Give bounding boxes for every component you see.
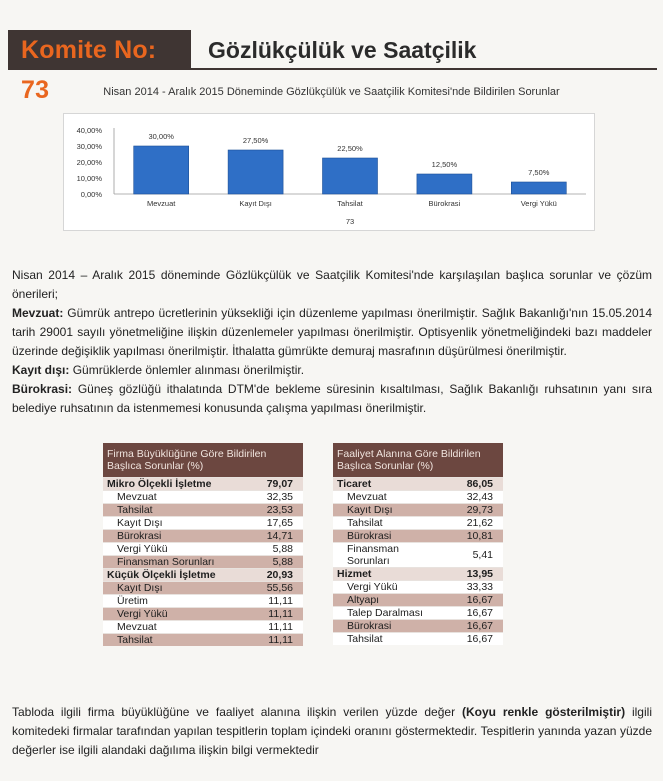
x-axis-label: 73 — [345, 217, 355, 226]
item-label-kayit-disi: Kayıt dışı: — [12, 363, 70, 377]
row-value: 32,43 — [445, 490, 503, 503]
table-header: Firma Büyüklüğüne Göre Bildirilen Başlıca Sorunlar (%) — [103, 443, 303, 477]
y-tick-label: 0,00% — [80, 190, 102, 199]
row-label: Tahsilat — [333, 516, 445, 529]
row-value: 11,11 — [241, 607, 303, 620]
y-tick-label: 40,00% — [76, 126, 102, 135]
bar-chart-svg — [64, 114, 596, 232]
row-value: 5,88 — [241, 542, 303, 555]
row-label: Bürokrasi — [333, 619, 445, 632]
item-text-mevzuat: Gümrük antrepo ücretlerinin yüksekliği için düzenleme yapılması önerilmiştir. Sağlık Bakanlığı'nın 15.05.2014 tarih 29001 sayılı yönetmeliğine ilişkin düzenlemeler yapılması önerilmiştir. Optisyenlik yönetmeliğindeki bazı maddeler üzerinde değişiklik yapılması önerilmiştir. İthalatta gümrükte demuraj masrafının düşürülmesi önerilmiştir. — [12, 306, 652, 358]
row-value: 17,65 — [241, 516, 303, 529]
row-label: Mevzuat — [103, 490, 241, 503]
category-label: Tahsilat — [337, 199, 363, 208]
row-label: Mevzuat — [333, 490, 445, 503]
row-label: Tahsilat — [333, 632, 445, 645]
bar-chart — [63, 113, 595, 231]
row-label: Altyapı — [333, 593, 445, 606]
row-value: 29,73 — [445, 503, 503, 516]
table-row — [333, 516, 503, 529]
table-row — [103, 555, 303, 568]
intro-paragraph — [12, 266, 652, 418]
row-value: 11,11 — [241, 620, 303, 633]
row-value: 32,35 — [241, 490, 303, 503]
row-value: 86,05 — [445, 477, 503, 490]
row-value: 16,67 — [445, 619, 503, 632]
footnote-bold: (Koyu renkle gösterilmiştir) — [461, 705, 626, 719]
item-label-mevzuat: Mevzuat: — [12, 306, 64, 320]
row-value: 10,81 — [445, 529, 503, 542]
row-value: 55,56 — [241, 581, 303, 594]
data-label: 7,50% — [528, 168, 550, 177]
table-row — [103, 581, 303, 594]
bar — [323, 158, 378, 194]
y-tick-label: 30,00% — [76, 142, 102, 151]
table-row — [333, 580, 503, 593]
table-row — [333, 503, 503, 516]
row-label: Üretim — [103, 594, 241, 607]
table-header: Faaliyet Alanına Göre Bildirilen Başlıca Sorunlar (%) — [333, 443, 503, 477]
row-label: Ticaret — [333, 477, 445, 490]
table-row — [333, 567, 503, 580]
row-label: Bürokrasi — [333, 529, 445, 542]
row-label: Vergi Yükü — [333, 580, 445, 593]
category-label: Mevzuat — [147, 199, 176, 208]
header-rule — [191, 68, 657, 70]
footnote-paragraph — [12, 703, 652, 760]
problem-tables — [103, 443, 505, 673]
row-value: 13,95 — [445, 567, 503, 580]
data-label: 22,50% — [337, 144, 363, 153]
table-firm-size — [103, 443, 303, 646]
row-value: 5,88 — [241, 555, 303, 568]
row-label: Kayıt Dışı — [333, 503, 445, 516]
table-activity-area — [333, 443, 503, 645]
y-tick-label: 20,00% — [76, 158, 102, 167]
row-label: Mikro Ölçekli İşletme — [103, 477, 241, 490]
data-label: 27,50% — [242, 136, 269, 145]
row-value: 79,07 — [241, 477, 303, 490]
data-label: 12,50% — [431, 160, 458, 169]
row-label: Finansman Sorunları — [333, 542, 445, 567]
table-row — [333, 542, 503, 567]
row-value: 16,67 — [445, 632, 503, 645]
chart-title: Nisan 2014 - Aralık 2015 Döneminde Gözlükçülük ve Saatçilik Komitesi'nde Bildirilen Sorunlar — [103, 86, 560, 98]
row-label: Tahsilat — [103, 503, 241, 516]
row-value: 14,71 — [241, 529, 303, 542]
table-row — [103, 542, 303, 555]
table-row — [333, 490, 503, 503]
y-tick-label: 10,00% — [76, 174, 102, 183]
row-value: 21,62 — [445, 516, 503, 529]
data-label: 30,00% — [148, 132, 174, 141]
row-label: Mevzuat — [103, 620, 241, 633]
table-row — [333, 606, 503, 619]
row-label: Finansman Sorunları — [103, 555, 241, 568]
row-label: Talep Daralması — [333, 606, 445, 619]
bar — [417, 174, 472, 194]
row-label: Kayıt Dışı — [103, 581, 241, 594]
table-row — [103, 503, 303, 516]
table-row — [103, 477, 303, 490]
table-row — [103, 620, 303, 633]
table-row — [103, 568, 303, 581]
table-row — [103, 633, 303, 646]
row-value: 16,67 — [445, 606, 503, 619]
intro-lead: Nisan 2014 – Aralık 2015 döneminde Gözlükçülük ve Saatçilik Komitesi'nde karşılaşılan başlıca sorunlar ve çözüm önerileri; — [12, 268, 652, 301]
footnote-before: Tabloda ilgili firma büyüklüğüne ve faaliyet alanına ilişkin verilen yüzde değer — [12, 705, 462, 719]
bar — [511, 182, 566, 194]
row-value: 16,67 — [445, 593, 503, 606]
row-label: Hizmet — [333, 567, 445, 580]
row-label: Bürokrasi — [103, 529, 241, 542]
row-label: Vergi Yükü — [103, 542, 241, 555]
row-label: Vergi Yükü — [103, 607, 241, 620]
row-label: Tahsilat — [103, 633, 241, 646]
table-row — [333, 632, 503, 645]
page-title: Gözlükçülük ve Saatçilik — [208, 37, 477, 63]
row-value: 20,93 — [241, 568, 303, 581]
row-label: Küçük Ölçekli İşletme — [103, 568, 241, 581]
table-row — [103, 516, 303, 529]
table-row — [333, 529, 503, 542]
table-row — [103, 529, 303, 542]
category-label: Vergi Yükü — [520, 199, 557, 208]
table-row — [333, 593, 503, 606]
item-text-burokrasi: Güneş gözlüğü ithalatında DTM'de bekleme süresinin kısaltılması, Sağlık Bakanlığı ruhsatının yanı sıra belediye ruhsatının da istenmemesi konusunda çalışma yapılması önerilmiştir. — [12, 382, 652, 415]
committee-badge: Komite No: 73 — [8, 30, 191, 70]
item-text-kayit-disi: Gümrüklerde önlemler alınması önerilmiştir. — [69, 363, 305, 377]
row-label: Kayıt Dışı — [103, 516, 241, 529]
row-value: 11,11 — [241, 633, 303, 646]
category-label: Bürokrasi — [428, 199, 461, 208]
bar — [228, 150, 283, 194]
item-label-burokrasi: Bürokrasi: — [12, 382, 73, 396]
table-row — [103, 594, 303, 607]
table-row — [333, 619, 503, 632]
table-row — [103, 607, 303, 620]
table-row — [333, 477, 503, 490]
row-value: 11,11 — [241, 594, 303, 607]
bar — [134, 146, 189, 194]
row-value: 23,53 — [241, 503, 303, 516]
row-value: 33,33 — [445, 580, 503, 593]
row-value: 5,41 — [445, 542, 503, 567]
category-label: Kayıt Dışı — [239, 199, 272, 208]
table-row — [103, 490, 303, 503]
footnote-after: ilgili komitedeki firmalar tarafından yapılan tespitlerin toplam içindeki oranını göstermektedir. Tespitlerin yanında yazan yüzde değerler ise ilgili alandaki dağılıma ilişkin bilgi vermektedir — [12, 705, 652, 757]
